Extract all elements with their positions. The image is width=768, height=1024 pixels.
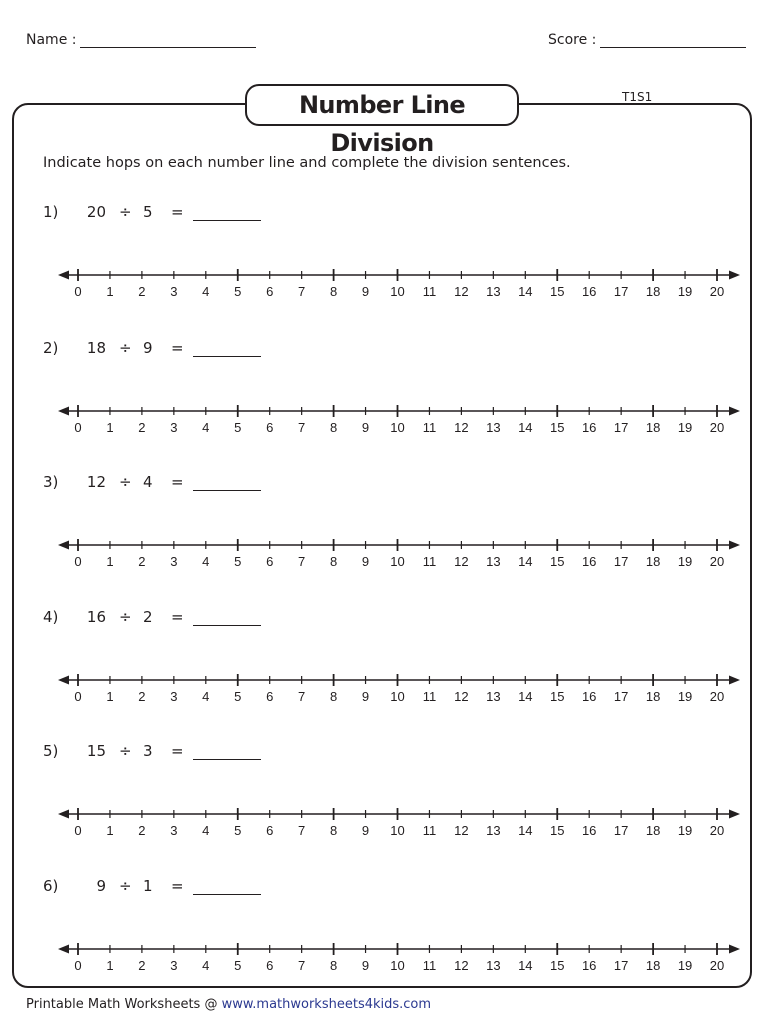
problem-number: 6) xyxy=(43,877,59,895)
tick-label: 1 xyxy=(106,958,114,973)
tick-label: 14 xyxy=(518,958,533,973)
tick-label: 5 xyxy=(234,689,242,704)
tick-label: 1 xyxy=(106,284,114,299)
equals-sign: = xyxy=(171,742,184,760)
tick-label: 3 xyxy=(170,554,178,569)
dividend: 9 xyxy=(96,877,106,895)
number-line xyxy=(0,383,768,439)
tick-label: 19 xyxy=(677,958,693,973)
tick-label: 7 xyxy=(298,823,306,838)
tick-label: 4 xyxy=(202,823,210,838)
right-arrow xyxy=(729,810,740,819)
tick-label: 11 xyxy=(422,689,437,704)
tick-label: 19 xyxy=(677,689,693,704)
name-blank xyxy=(80,31,256,48)
tick-label: 15 xyxy=(550,284,565,299)
divisor: 9 xyxy=(143,339,153,357)
right-arrow xyxy=(729,271,740,280)
left-arrow xyxy=(58,407,69,416)
tick-label: 9 xyxy=(361,420,370,435)
tick-label: 7 xyxy=(298,958,306,973)
footer xyxy=(26,997,431,1012)
worksheet-code: T1S1 xyxy=(622,90,653,104)
tick-label: 18 xyxy=(645,958,661,973)
tick-label: 9 xyxy=(361,689,370,704)
division-sign: ÷ xyxy=(119,742,132,760)
footer-prefix: Printable Math Worksheets @ xyxy=(26,997,222,1012)
tick-label: 8 xyxy=(329,823,338,838)
tick-label: 13 xyxy=(486,554,501,569)
tick-label: 17 xyxy=(613,958,629,973)
tick-label: 3 xyxy=(170,823,178,838)
tick-label: 5 xyxy=(234,554,242,569)
tick-label: 19 xyxy=(677,554,693,569)
number-line xyxy=(0,652,768,708)
problem-6 xyxy=(0,877,768,977)
tick-label: 20 xyxy=(709,420,725,435)
tick-label: 2 xyxy=(138,823,146,838)
tick-label: 2 xyxy=(138,554,146,569)
tick-label: 15 xyxy=(550,554,565,569)
right-arrow xyxy=(729,945,740,954)
divisor: 3 xyxy=(143,742,153,760)
tick-label: 20 xyxy=(709,689,725,704)
problem-number: 1) xyxy=(43,203,59,221)
equals-sign: = xyxy=(171,877,184,895)
tick-label: 9 xyxy=(361,284,370,299)
tick-label: 3 xyxy=(170,958,178,973)
tick-label: 15 xyxy=(550,420,565,435)
tick-label: 20 xyxy=(709,958,725,973)
tick-label: 4 xyxy=(202,284,210,299)
tick-label: 8 xyxy=(329,420,338,435)
tick-label: 11 xyxy=(422,554,437,569)
tick-label: 19 xyxy=(677,823,693,838)
tick-label: 5 xyxy=(234,958,242,973)
tick-label: 7 xyxy=(298,554,306,569)
tick-label: 6 xyxy=(266,284,274,299)
tick-label: 1 xyxy=(106,689,114,704)
left-arrow xyxy=(58,271,69,280)
tick-label: 9 xyxy=(361,823,370,838)
dividend: 15 xyxy=(86,742,106,760)
tick-label: 8 xyxy=(329,554,338,569)
tick-label: 1 xyxy=(106,823,114,838)
tick-label: 10 xyxy=(390,420,405,435)
tick-label: 5 xyxy=(234,823,242,838)
tick-label: 10 xyxy=(390,689,405,704)
right-arrow xyxy=(729,541,740,550)
tick-label: 4 xyxy=(202,689,210,704)
tick-label: 8 xyxy=(329,284,338,299)
tick-label: 14 xyxy=(518,689,533,704)
tick-label: 16 xyxy=(581,689,597,704)
tick-label: 19 xyxy=(677,284,693,299)
tick-label: 19 xyxy=(677,420,693,435)
tick-label: 14 xyxy=(518,284,533,299)
problem-4 xyxy=(0,608,768,708)
score-field xyxy=(548,31,746,48)
divisor: 2 xyxy=(143,608,153,626)
division-sign: ÷ xyxy=(119,608,132,626)
tick-label: 6 xyxy=(266,689,274,704)
equals-sign: = xyxy=(171,608,184,626)
tick-label: 3 xyxy=(170,689,178,704)
footer-url[interactable]: www.mathworksheets4kids.com xyxy=(221,997,432,1012)
answer-blank xyxy=(193,625,261,626)
tick-label: 13 xyxy=(486,420,501,435)
left-arrow xyxy=(58,676,69,685)
tick-label: 12 xyxy=(454,554,469,569)
tick-label: 16 xyxy=(581,958,597,973)
score-label: Score : xyxy=(548,32,597,48)
tick-label: 12 xyxy=(454,284,469,299)
division-sign: ÷ xyxy=(119,203,132,221)
tick-label: 1 xyxy=(106,420,114,435)
tick-label: 18 xyxy=(645,284,661,299)
left-arrow xyxy=(58,810,69,819)
tick-label: 18 xyxy=(645,554,661,569)
tick-label: 4 xyxy=(202,958,210,973)
tick-label: 5 xyxy=(234,420,242,435)
tick-label: 8 xyxy=(329,958,338,973)
tick-label: 12 xyxy=(454,823,469,838)
tick-label: 3 xyxy=(170,284,178,299)
problem-number: 4) xyxy=(43,608,59,626)
dividend: 12 xyxy=(86,473,106,491)
tick-label: 17 xyxy=(613,689,629,704)
tick-label: 7 xyxy=(298,284,306,299)
equals-sign: = xyxy=(171,473,184,491)
tick-label: 10 xyxy=(390,284,405,299)
tick-label: 14 xyxy=(518,420,533,435)
problem-number: 2) xyxy=(43,339,59,357)
tick-label: 0 xyxy=(74,689,82,704)
tick-label: 17 xyxy=(613,823,629,838)
tick-label: 17 xyxy=(613,554,629,569)
number-line xyxy=(0,247,768,303)
left-arrow xyxy=(58,541,69,550)
tick-label: 13 xyxy=(486,958,501,973)
score-blank xyxy=(600,31,746,48)
tick-label: 1 xyxy=(106,554,114,569)
tick-label: 5 xyxy=(234,284,242,299)
tick-label: 15 xyxy=(550,689,565,704)
tick-label: 14 xyxy=(518,823,533,838)
tick-label: 14 xyxy=(518,554,533,569)
tick-label: 12 xyxy=(454,420,469,435)
tick-label: 9 xyxy=(361,554,370,569)
division-sign: ÷ xyxy=(119,473,132,491)
tick-label: 2 xyxy=(138,284,146,299)
problem-1 xyxy=(0,203,768,303)
tick-label: 13 xyxy=(486,284,501,299)
answer-blank xyxy=(193,894,261,895)
tick-label: 6 xyxy=(266,823,274,838)
tick-label: 0 xyxy=(74,554,82,569)
tick-label: 0 xyxy=(74,284,82,299)
tick-label: 4 xyxy=(202,554,210,569)
tick-label: 20 xyxy=(709,284,725,299)
tick-label: 16 xyxy=(581,554,597,569)
number-line xyxy=(0,921,768,977)
problem-number: 3) xyxy=(43,473,59,491)
tick-label: 4 xyxy=(202,420,210,435)
tick-label: 10 xyxy=(390,958,405,973)
dividend: 20 xyxy=(86,203,106,221)
tick-label: 9 xyxy=(361,958,370,973)
left-arrow xyxy=(58,945,69,954)
tick-label: 16 xyxy=(581,823,597,838)
tick-label: 12 xyxy=(454,689,469,704)
tick-label: 6 xyxy=(266,554,274,569)
answer-blank xyxy=(193,220,261,221)
tick-label: 2 xyxy=(138,958,146,973)
right-arrow xyxy=(729,407,740,416)
tick-label: 0 xyxy=(74,823,82,838)
name-label: Name : xyxy=(26,32,77,48)
tick-label: 18 xyxy=(645,823,661,838)
tick-label: 18 xyxy=(645,689,661,704)
tick-label: 13 xyxy=(486,823,501,838)
tick-label: 8 xyxy=(329,689,338,704)
tick-label: 13 xyxy=(486,689,501,704)
equals-sign: = xyxy=(171,339,184,357)
tick-label: 6 xyxy=(266,420,274,435)
problem-5 xyxy=(0,742,768,842)
tick-label: 0 xyxy=(74,958,82,973)
number-line xyxy=(0,786,768,842)
tick-label: 11 xyxy=(422,958,437,973)
right-arrow xyxy=(729,676,740,685)
name-field xyxy=(26,31,256,48)
answer-blank xyxy=(193,490,261,491)
tick-label: 0 xyxy=(74,420,82,435)
answer-blank xyxy=(193,759,261,760)
tick-label: 2 xyxy=(138,420,146,435)
equals-sign: = xyxy=(171,203,184,221)
divisor: 4 xyxy=(143,473,153,491)
dividend: 16 xyxy=(86,608,106,626)
tick-label: 15 xyxy=(550,823,565,838)
worksheet-title: Number Line Division xyxy=(245,84,519,126)
division-sign: ÷ xyxy=(119,339,132,357)
tick-label: 10 xyxy=(390,554,405,569)
tick-label: 20 xyxy=(709,554,725,569)
tick-label: 11 xyxy=(422,823,437,838)
tick-label: 20 xyxy=(709,823,725,838)
tick-label: 18 xyxy=(645,420,661,435)
tick-label: 11 xyxy=(422,284,437,299)
tick-label: 15 xyxy=(550,958,565,973)
problem-2 xyxy=(0,339,768,439)
tick-label: 2 xyxy=(138,689,146,704)
problem-3 xyxy=(0,473,768,573)
tick-label: 6 xyxy=(266,958,274,973)
tick-label: 16 xyxy=(581,420,597,435)
number-line xyxy=(0,517,768,573)
instruction-text: Indicate hops on each number line and complete the division sentences. xyxy=(43,155,571,171)
divisor: 5 xyxy=(143,203,153,221)
tick-label: 7 xyxy=(298,689,306,704)
answer-blank xyxy=(193,356,261,357)
problem-number: 5) xyxy=(43,742,59,760)
tick-label: 12 xyxy=(454,958,469,973)
tick-label: 11 xyxy=(422,420,437,435)
tick-label: 17 xyxy=(613,420,629,435)
dividend: 18 xyxy=(86,339,106,357)
tick-label: 10 xyxy=(390,823,405,838)
tick-label: 17 xyxy=(613,284,629,299)
division-sign: ÷ xyxy=(119,877,132,895)
divisor: 1 xyxy=(143,877,153,895)
tick-label: 3 xyxy=(170,420,178,435)
tick-label: 16 xyxy=(581,284,597,299)
tick-label: 7 xyxy=(298,420,306,435)
